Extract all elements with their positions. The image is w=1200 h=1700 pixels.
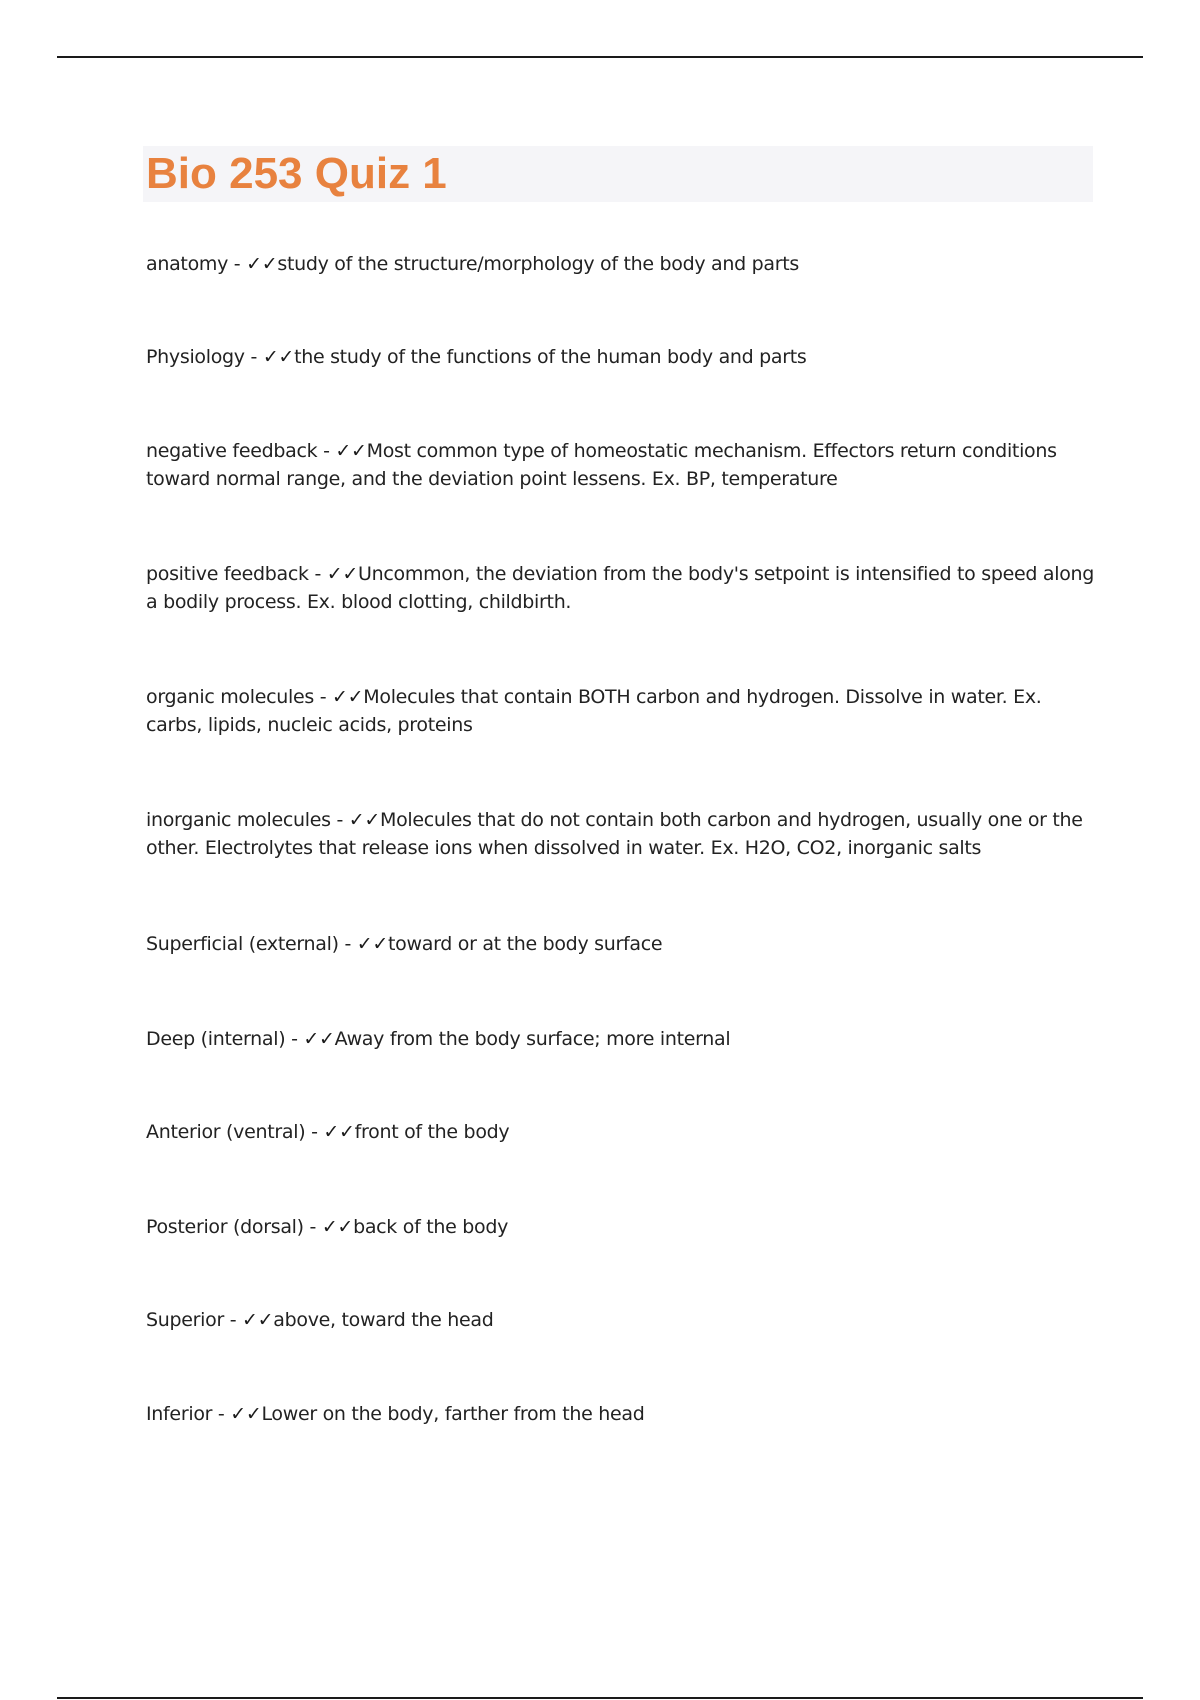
entry-definition: Most common type of homeostatic mechanism. Effectors return conditions toward normal range, and the deviation point lessens. Ex. BP, temperature bbox=[146, 440, 1057, 490]
double-check-icon: ✓✓ bbox=[348, 809, 380, 831]
entry-anatomy bbox=[146, 250, 1096, 278]
entry-term: Posterior (dorsal) bbox=[146, 1216, 304, 1238]
entry-term: Physiology bbox=[146, 346, 245, 368]
entry-separator: - bbox=[303, 1216, 322, 1238]
entry-separator: - bbox=[212, 1403, 231, 1425]
entry-separator: - bbox=[228, 253, 247, 275]
double-check-icon: ✓✓ bbox=[262, 346, 295, 368]
entry-term: Inferior bbox=[146, 1403, 213, 1425]
entry-term: Superior bbox=[146, 1309, 224, 1331]
entry-term: inorganic molecules bbox=[146, 809, 331, 831]
header-rule bbox=[57, 56, 1143, 58]
entry-definition: the study of the functions of the human body and parts bbox=[294, 346, 807, 368]
entry-definition: Uncommon, the deviation from the body's setpoint is intensified to speed along a bodily process. Ex. blood clotting, childbirth. bbox=[146, 563, 1095, 613]
footer-rule bbox=[57, 1697, 1143, 1699]
double-check-icon: ✓✓ bbox=[356, 933, 389, 955]
entry-definition: Away from the body surface; more internal bbox=[334, 1028, 731, 1050]
double-check-icon: ✓✓ bbox=[242, 1309, 274, 1331]
entry-definition: study of the structure/morphology of the body and parts bbox=[277, 253, 799, 275]
double-check-icon: ✓✓ bbox=[230, 1403, 262, 1425]
entry-separator: - bbox=[285, 1028, 304, 1050]
entry-term: Superficial (external) bbox=[146, 933, 339, 955]
double-check-icon: ✓✓ bbox=[246, 253, 278, 275]
entry-superficial bbox=[146, 930, 1096, 958]
entry-separator: - bbox=[330, 809, 349, 831]
entry-definition: front of the body bbox=[354, 1121, 510, 1143]
entry-anterior bbox=[146, 1118, 1096, 1146]
entry-positive-feedback bbox=[146, 560, 1096, 616]
entry-negative-feedback bbox=[146, 437, 1096, 493]
entry-term: anatomy bbox=[146, 253, 229, 275]
entry-separator: - bbox=[308, 563, 327, 585]
entry-separator: - bbox=[317, 440, 336, 462]
entry-term: Anterior (ventral) bbox=[146, 1121, 306, 1143]
entry-term: negative feedback bbox=[146, 440, 318, 462]
entry-separator: - bbox=[244, 346, 263, 368]
entry-definition: Molecules that contain BOTH carbon and hydrogen. Dissolve in water. Ex. carbs, lipids, nucleic acids, proteins bbox=[146, 686, 1042, 736]
entry-definition: Lower on the body, farther from the head bbox=[261, 1403, 645, 1425]
entry-definition: toward or at the body surface bbox=[388, 933, 663, 955]
double-check-icon: ✓✓ bbox=[326, 563, 359, 585]
entry-definition: Molecules that do not contain both carbon and hydrogen, usually one or the other. Electrolytes that release ions when dissolved in water. Ex. H2O, CO2, inorganic salts bbox=[146, 809, 1083, 859]
entry-separator: - bbox=[338, 933, 357, 955]
entry-term: positive feedback bbox=[146, 563, 309, 585]
entry-inferior bbox=[146, 1400, 1096, 1428]
entry-definition: above, toward the head bbox=[273, 1309, 494, 1331]
entry-term: Deep (internal) bbox=[146, 1028, 286, 1050]
double-check-icon: ✓✓ bbox=[335, 440, 367, 462]
double-check-icon: ✓✓ bbox=[323, 1121, 355, 1143]
double-check-icon: ✓✓ bbox=[321, 1216, 354, 1238]
entry-separator: - bbox=[313, 686, 333, 708]
entry-deep bbox=[146, 1025, 1096, 1053]
page-title: Bio 253 Quiz 1 bbox=[146, 149, 447, 198]
entry-definition: back of the body bbox=[353, 1216, 509, 1238]
entry-physiology bbox=[146, 343, 1096, 371]
double-check-icon: ✓✓ bbox=[303, 1028, 335, 1050]
entry-superior bbox=[146, 1306, 1096, 1334]
entry-separator: - bbox=[305, 1121, 324, 1143]
entry-inorganic-molecules bbox=[146, 806, 1096, 862]
double-check-icon: ✓✓ bbox=[332, 686, 364, 708]
entry-posterior bbox=[146, 1213, 1096, 1241]
entry-term: organic molecules bbox=[146, 686, 314, 708]
entry-organic-molecules bbox=[146, 683, 1096, 739]
entry-separator: - bbox=[223, 1309, 243, 1331]
